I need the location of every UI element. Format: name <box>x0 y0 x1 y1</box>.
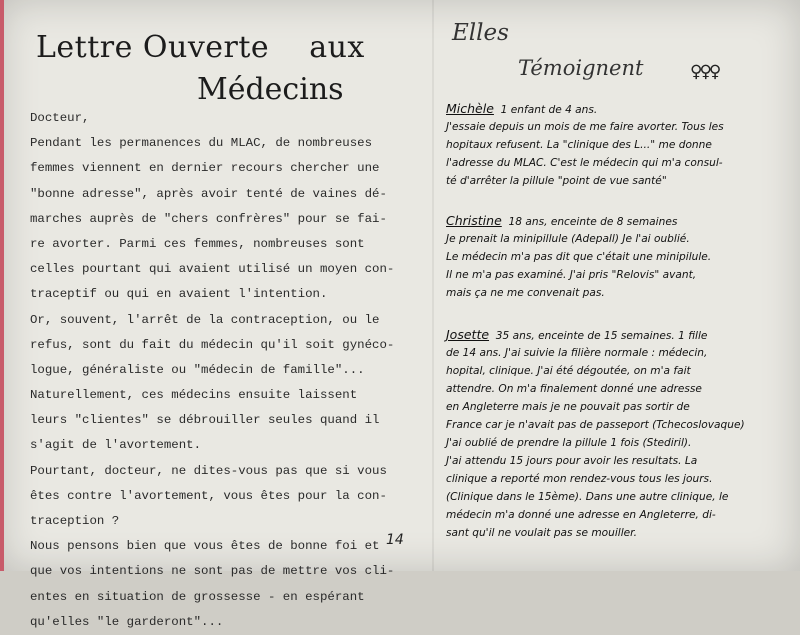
testimony-name: Michèle <box>446 101 494 116</box>
testimony-line: 1 enfant de 4 ans. <box>500 104 598 116</box>
testimony-line: de 14 ans. J'ai suivie la filière normale : médecin, <box>446 347 708 359</box>
letter-line: marches auprès de "chers confrères" pour se fai- <box>30 211 387 226</box>
testimony-line: clinique a reporté mon rendez-vous tous les jours. <box>446 473 713 485</box>
testimony-michele <box>446 100 786 190</box>
section-heading-elles: Elles <box>452 20 509 46</box>
title-line1: Lettre Ouverte <box>36 30 270 65</box>
letter-title <box>36 30 365 65</box>
testimony-line: sant qu'il ne voulait pas se mouiller. <box>446 527 637 539</box>
letter-line: Pendant les permanences du MLAC, de nombreuses <box>30 136 373 151</box>
letter-line: femmes viennent en dernier recours chercher une <box>30 161 380 176</box>
testimony-line: attendre. On m'a finalement donné une adresse <box>446 383 702 395</box>
letter-line: re avorter. Parmi ces femmes, nombreuses sont <box>30 236 365 251</box>
letter-line: celles pourtant qui avaient utilisé un moyen con- <box>30 262 395 277</box>
testimony-line: 35 ans, enceinte de 15 semaines. 1 fille <box>495 330 708 342</box>
section-heading-temoignent: Témoignent <box>518 56 644 80</box>
letter-line: refus, sont du fait du médecin qu'il soit gynéco- <box>30 337 395 352</box>
letter-line: logue, généraliste ou "médecin de famille"... <box>30 362 365 377</box>
letter-line: Nous pensons bien que vous êtes de bonne foi et <box>30 539 380 554</box>
testimony-line: l'adresse du MLAC. C'est le médecin qui m'a consul- <box>446 157 723 169</box>
testimony-line: France car je n'avait pas de passeport (Tchecoslovaque) <box>446 419 745 431</box>
page-edge <box>0 0 4 571</box>
letter-line: s'agit de l'avortement. <box>30 438 202 453</box>
testimony-line: hopital, clinique. J'ai été dégoutée, on m'a fait <box>446 365 691 377</box>
testimony-line: en Angleterre mais je ne pouvait pas sortir de <box>446 401 690 413</box>
testimony-line: hopitaux refusent. La "clinique des L..." me donne <box>446 139 712 151</box>
letter-body <box>30 106 435 635</box>
female-symbols-icon: ♀♀♀ <box>690 62 719 82</box>
testimony-line: 18 ans, enceinte de 8 semaines <box>508 216 678 228</box>
testimony-name: Christine <box>446 213 502 228</box>
letter-line: Pourtant, docteur, ne dites-vous pas que si vous <box>30 463 387 478</box>
testimony-line: J'essaie depuis un mois de me faire avorter. Tous les <box>446 121 724 133</box>
testimony-josette <box>446 326 786 542</box>
letter-line: Or, souvent, l'arrêt de la contraception, ou le <box>30 312 380 327</box>
testimony-line: médecin m'a donné une adresse en Angleterre, di- <box>446 509 716 521</box>
testimony-christine <box>446 212 786 302</box>
letter-line: entes en situation de grossesse - en espérant <box>30 589 365 604</box>
testimony-line: Il ne m'a pas examiné. J'ai pris "Relovis" avant, <box>446 269 697 281</box>
testimony-line: mais ça ne me convenait pas. <box>446 287 605 299</box>
testimony-line: Je prenait la minipillule (Adepall) Je l'ai oublié. <box>446 233 690 245</box>
letter-line: traception ? <box>30 514 120 528</box>
page-number: 14 <box>386 532 404 548</box>
testimony-line: J'ai oublié de prendre la pillule 1 fois (Stediril). <box>446 437 692 449</box>
letter-line: Naturellement, ces médecins ensuite laissent <box>30 388 358 403</box>
letter-line: leurs "clientes" se débrouiller seules quand il <box>30 413 380 428</box>
testimony-name: Josette <box>446 327 490 342</box>
letter-line: traceptif ou qui en avaient l'intention. <box>30 287 328 302</box>
testimony-line: J'ai attendu 15 jours pour avoir les resultats. La <box>446 455 698 467</box>
letter-line: "bonne adresse", après avoir tenté de vaines dé- <box>30 186 387 201</box>
title-line2: Médecins <box>197 72 344 107</box>
letter-line: que vos intentions ne sont pas de mettre vos cli- <box>30 564 395 579</box>
letter-line: êtes contre l'avortement, vous êtes pour la con- <box>30 488 387 503</box>
testimony-line: Le médecin m'a pas dit que c'était une minipilule. <box>446 251 712 263</box>
title-aux: aux <box>309 30 365 65</box>
testimony-line: té d'arrêter la pillule "point de vue santé" <box>446 175 667 187</box>
letter-line: qu'elles "le garderont"... <box>30 614 224 629</box>
letter-line: Docteur, <box>30 111 90 125</box>
testimony-line: (Clinique dans le 15ème). Dans une autre clinique, le <box>446 491 729 503</box>
